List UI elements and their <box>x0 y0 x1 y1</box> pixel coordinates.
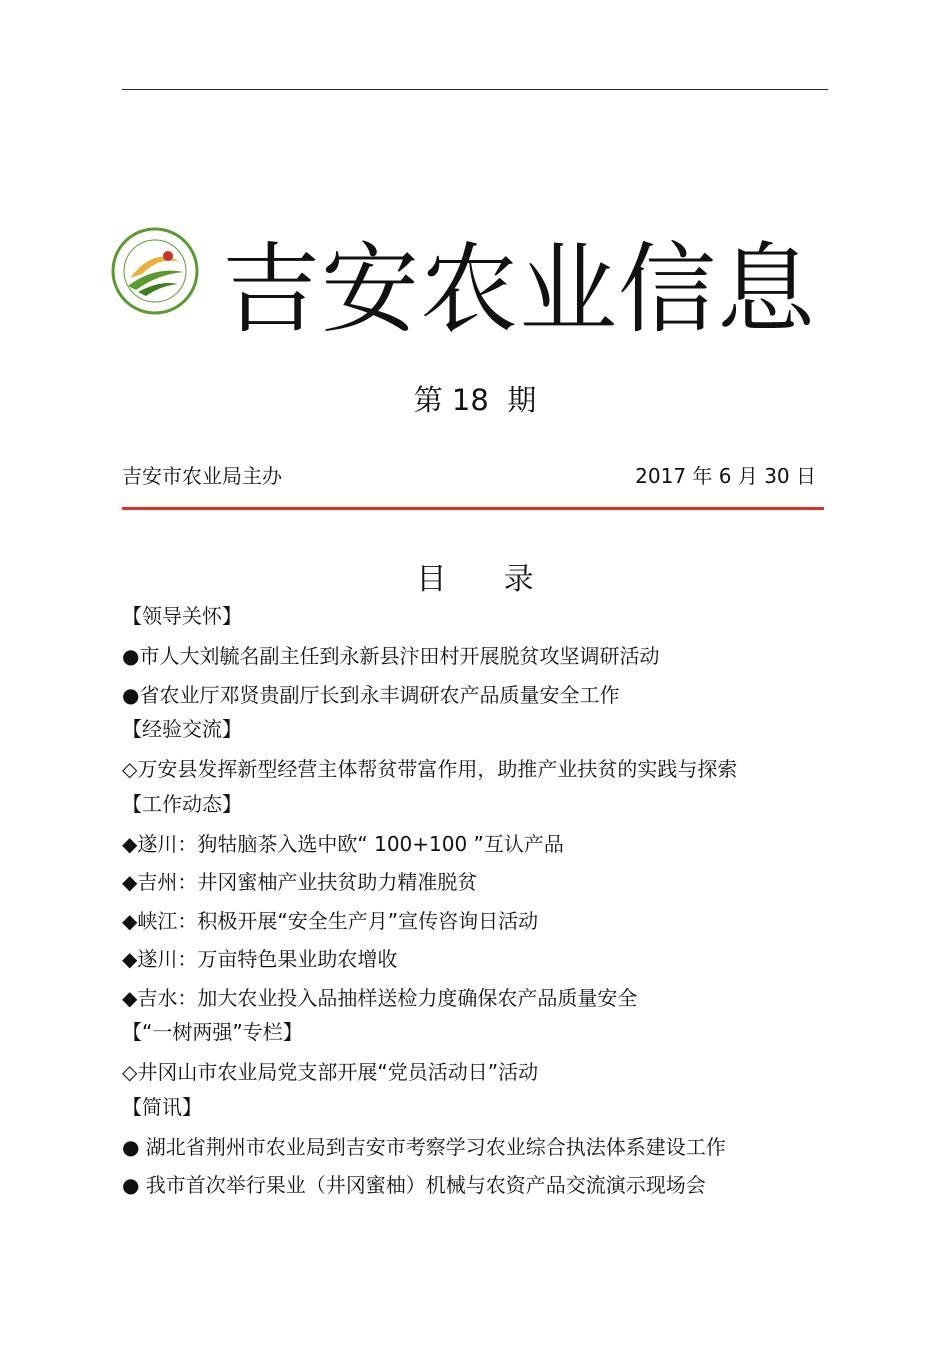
toc-item: ◆遂川：狗牯脑茶入选中欧“ 100+100 ”互认产品 <box>122 831 564 856</box>
top-rule <box>122 89 828 90</box>
toc-section-heading: 【经验交流】 <box>122 717 242 741</box>
toc-item: ●省农业厅邓贤贵副厅长到永丰调研农产品质量安全工作 <box>122 682 620 707</box>
toc-item: ◆峡江：积极开展“安全生产月”宣传咨询日活动 <box>122 908 539 933</box>
toc-item: ◇井冈山市农业局党支部开展“党员活动日”活动 <box>122 1060 539 1084</box>
toc-item: ● 湖北省荆州市农业局到吉安市考察学习农业综合执法体系建设工作 <box>122 1134 726 1159</box>
table-of-contents <box>122 598 832 1202</box>
toc-item: ◆吉水：加大农业投入品抽样送检力度确保农产品质量安全 <box>122 985 638 1010</box>
publish-date: 2017 年 6 月 30 日 <box>635 464 816 488</box>
toc-section-heading: 【“一树两强”专栏】 <box>122 1020 303 1044</box>
toc-section-heading: 【工作动态】 <box>122 791 242 816</box>
masthead-title: 吉安农业信息 <box>222 233 817 347</box>
red-divider <box>122 507 824 510</box>
toc-item: ◆遂川：万亩特色果业助农增收 <box>122 947 398 971</box>
jiangxi-agriculture-logo-icon <box>110 226 200 316</box>
toc-section-heading: 【简讯】 <box>122 1094 202 1119</box>
toc-item: ◆吉州：井冈蜜柚产业扶贫助力精准脱贫 <box>122 870 478 894</box>
issue-number: 第 18 期 <box>413 383 537 417</box>
toc-item: ● 我市首次举行果业（井冈蜜柚）机械与农资产品交流演示现场会 <box>122 1173 706 1197</box>
toc-title: 目 录 <box>416 562 534 597</box>
toc-section-heading: 【领导关怀】 <box>122 604 242 628</box>
toc-item: ◇万安县发挥新型经营主体帮贫带富作用，助推产业扶贫的实践与探索 <box>122 757 738 781</box>
publisher: 吉安市农业局主办 <box>122 464 282 488</box>
toc-item: ●市人大刘毓名副主任到永新县汴田村开展脱贫攻坚调研活动 <box>122 644 660 668</box>
